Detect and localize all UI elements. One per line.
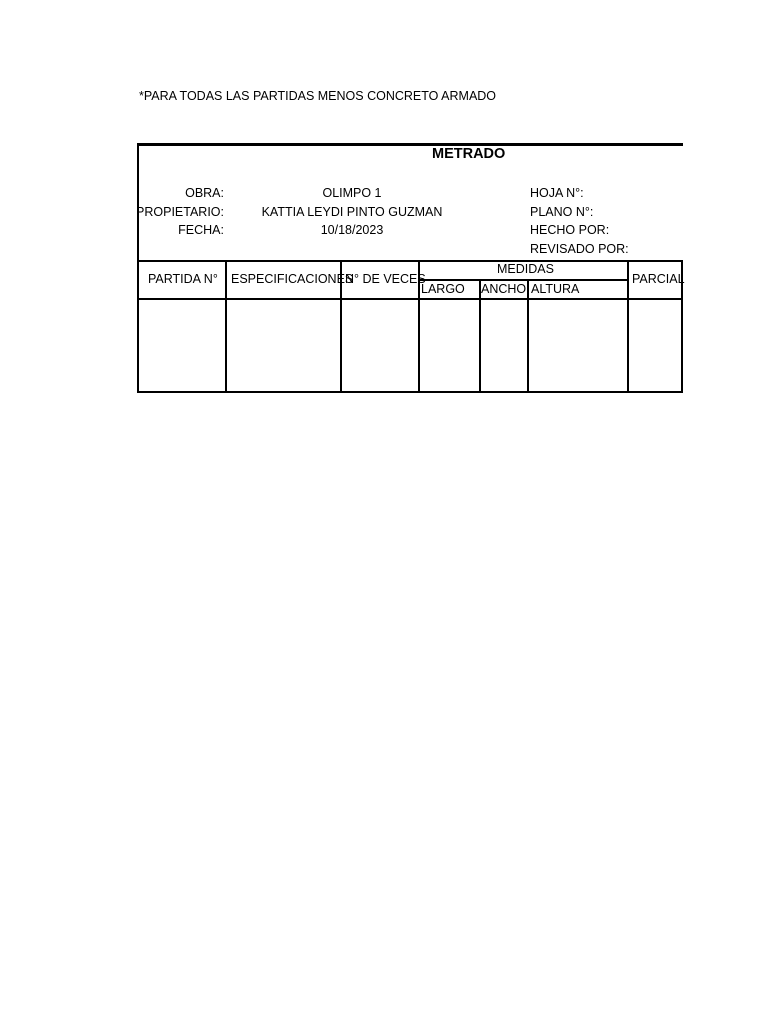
hecho-label: HECHO POR:: [530, 223, 610, 237]
header-especificaciones: ESPECIFICACIONES: [231, 272, 354, 286]
header-parcial: PARCIAL: [632, 272, 685, 286]
obra-value: OLIMPO 1: [322, 186, 382, 200]
medidas-divider: [419, 279, 628, 281]
note-text: *PARA TODAS LAS PARTIDAS MENOS CONCRETO ARMADO: [139, 89, 497, 103]
header-medidas: MEDIDAS: [497, 262, 554, 276]
sheet-title: METRADO: [432, 146, 506, 162]
obra-label: OBRA:: [185, 186, 224, 200]
header-partida: PARTIDA N°: [148, 272, 218, 286]
revisado-label: REVISADO POR:: [530, 242, 629, 256]
col-border-4: [479, 280, 481, 393]
header-altura: ALTURA: [531, 282, 580, 296]
propietario-value: KATTIA LEYDI PINTO GUZMAN: [261, 205, 443, 219]
propietario-label: PROPIETARIO:: [136, 205, 224, 219]
header-ancho: ANCHO: [481, 282, 527, 296]
col-border-left: [137, 260, 139, 393]
fecha-label: FECHA:: [178, 223, 224, 237]
fecha-value: 10/18/2023: [320, 223, 384, 237]
table-body: [137, 298, 683, 393]
col-border-1: [225, 260, 227, 393]
header-largo: LARGO: [421, 282, 465, 296]
col-border-5: [527, 280, 529, 393]
hoja-label: HOJA N°:: [530, 186, 584, 200]
header-veces: N° DE VECES: [345, 272, 426, 286]
plano-label: PLANO N°:: [530, 205, 594, 219]
